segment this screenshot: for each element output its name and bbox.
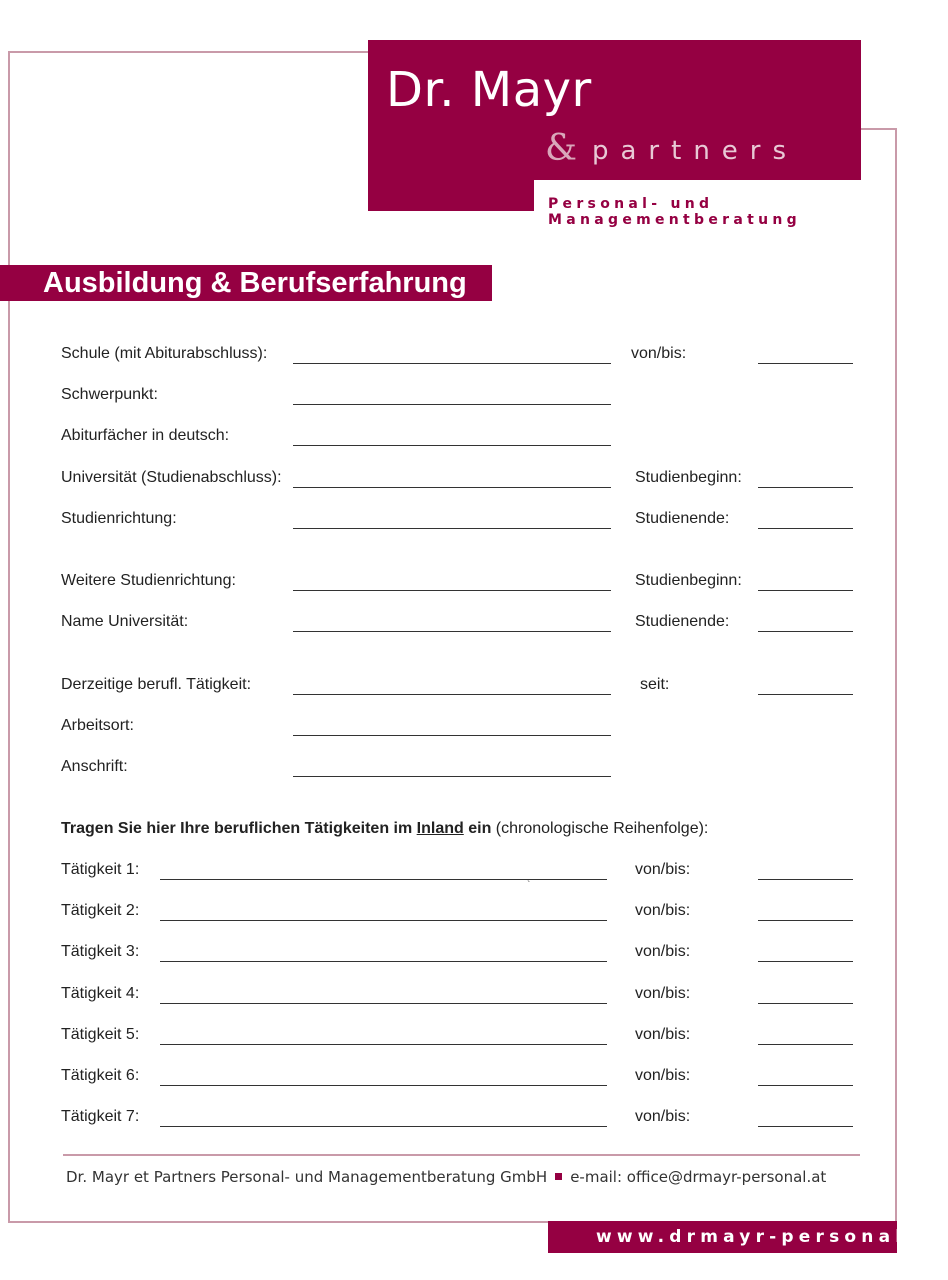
study-start-input-line[interactable] bbox=[758, 487, 853, 488]
page-frame-left bbox=[8, 51, 10, 1223]
form-row-focus bbox=[61, 384, 861, 406]
form-row-address bbox=[61, 756, 861, 778]
form-row-workplace bbox=[61, 715, 861, 737]
logo-ampersand: & bbox=[545, 128, 578, 169]
field-right-label: Studienbeginn: bbox=[635, 572, 742, 589]
activity-row bbox=[61, 983, 861, 1005]
footer-company: Dr. Mayr et Partners Personal- und Managementberatung GmbH bbox=[66, 1168, 548, 1186]
field-label: Derzeitige berufl. Tätigkeit: bbox=[61, 676, 252, 693]
footer-contact bbox=[66, 1168, 826, 1186]
field-right-label: Studienbeginn: bbox=[635, 469, 742, 486]
instruction-normal: (chronologische Reihenfolge): bbox=[495, 820, 709, 837]
activity-row bbox=[61, 859, 861, 881]
field-right-label: Studienende: bbox=[635, 510, 730, 527]
activity-label: Tätigkeit 5: bbox=[61, 1026, 140, 1043]
instruction-bold-end: ein bbox=[468, 820, 492, 837]
field-label: Universität (Studienabschluss): bbox=[61, 469, 282, 486]
logo-partners: partners bbox=[592, 136, 799, 166]
activity-label: Tätigkeit 6: bbox=[61, 1067, 140, 1084]
activity-period-label: von/bis: bbox=[635, 902, 691, 919]
section-title: Ausbildung & Berufserfahrung bbox=[43, 267, 467, 299]
activity-period-input-line[interactable] bbox=[758, 961, 853, 962]
form-row-field-of-study bbox=[61, 508, 861, 530]
activity-period-input-line[interactable] bbox=[758, 1126, 853, 1127]
footer-email[interactable]: e-mail: office@drmayr-personal.at bbox=[570, 1168, 827, 1186]
field-right-label: Studienende: bbox=[635, 613, 730, 630]
activity-row bbox=[61, 1106, 861, 1128]
university-input-line[interactable] bbox=[293, 487, 611, 488]
activity-input-line[interactable] bbox=[160, 961, 607, 962]
field-label: Schule (mit Abiturabschluss): bbox=[61, 345, 268, 362]
instruction-underlined: Inland bbox=[416, 820, 464, 837]
activity-row bbox=[61, 1065, 861, 1087]
form-row-current-job bbox=[61, 674, 861, 696]
activity-period-input-line[interactable] bbox=[758, 920, 853, 921]
activity-input-line[interactable] bbox=[160, 1085, 607, 1086]
activity-input-line[interactable] bbox=[160, 1003, 607, 1004]
activity-period-label: von/bis: bbox=[635, 861, 691, 878]
logo-subtitle: Personal- und Managementberatung bbox=[548, 196, 801, 228]
activity-label: Tätigkeit 3: bbox=[61, 943, 140, 960]
activity-input-line[interactable] bbox=[160, 879, 607, 880]
study-end-input-line[interactable] bbox=[758, 528, 853, 529]
activity-input-line[interactable] bbox=[160, 920, 607, 921]
form-row-school bbox=[61, 343, 861, 365]
abitur-subjects-input-line[interactable] bbox=[293, 445, 611, 446]
field-right-label: seit: bbox=[640, 676, 670, 693]
field-label: Studienrichtung: bbox=[61, 510, 177, 527]
field-label: Arbeitsort: bbox=[61, 717, 134, 734]
activity-label: Tätigkeit 2: bbox=[61, 902, 140, 919]
school-period-input-line[interactable] bbox=[758, 363, 853, 364]
activity-period-input-line[interactable] bbox=[758, 1044, 853, 1045]
activity-row bbox=[61, 1024, 861, 1046]
stray-mark: ` bbox=[527, 880, 531, 891]
website-link[interactable]: www.drmayr-personal.at bbox=[596, 1227, 948, 1247]
activity-input-line[interactable] bbox=[160, 1044, 607, 1045]
form-row-further-study bbox=[61, 570, 861, 592]
school-input-line[interactable] bbox=[293, 363, 611, 364]
university-name-input-line[interactable] bbox=[293, 631, 611, 632]
instruction-bold-start: Tragen Sie hier Ihre beruflichen Tätigkeiten im bbox=[61, 820, 413, 837]
current-job-input-line[interactable] bbox=[293, 694, 611, 695]
activity-row bbox=[61, 900, 861, 922]
activity-period-input-line[interactable] bbox=[758, 1003, 853, 1004]
further-study-start-input-line[interactable] bbox=[758, 590, 853, 591]
activity-period-label: von/bis: bbox=[635, 1108, 691, 1125]
field-label: Anschrift: bbox=[61, 758, 128, 775]
activity-label: Tätigkeit 4: bbox=[61, 985, 140, 1002]
activity-period-input-line[interactable] bbox=[758, 1085, 853, 1086]
field-label: Weitere Studienrichtung: bbox=[61, 572, 236, 589]
further-study-input-line[interactable] bbox=[293, 590, 611, 591]
page-frame-right bbox=[895, 128, 897, 1223]
activity-period-label: von/bis: bbox=[635, 1067, 691, 1084]
form-row-university-name bbox=[61, 611, 861, 633]
field-right-label: von/bis: bbox=[631, 345, 687, 362]
further-study-end-input-line[interactable] bbox=[758, 631, 853, 632]
activity-label: Tätigkeit 7: bbox=[61, 1108, 140, 1125]
workplace-input-line[interactable] bbox=[293, 735, 611, 736]
activity-row bbox=[61, 941, 861, 963]
form-row-university bbox=[61, 467, 861, 489]
activities-instruction bbox=[61, 818, 708, 840]
activity-input-line[interactable] bbox=[160, 1126, 607, 1127]
activity-period-label: von/bis: bbox=[635, 943, 691, 960]
field-label: Abiturfächer in deutsch: bbox=[61, 427, 230, 444]
activity-period-label: von/bis: bbox=[635, 985, 691, 1002]
field-label: Name Universität: bbox=[61, 613, 189, 630]
focus-input-line[interactable] bbox=[293, 404, 611, 405]
page-frame-bottom bbox=[8, 1221, 548, 1223]
activity-period-input-line[interactable] bbox=[758, 879, 853, 880]
square-bullet-icon bbox=[555, 1173, 562, 1180]
form-row-abitur-subjects bbox=[61, 425, 861, 447]
logo-title: Dr. Mayr bbox=[386, 62, 592, 118]
activity-label: Tätigkeit 1: bbox=[61, 861, 140, 878]
current-job-since-input-line[interactable] bbox=[758, 694, 853, 695]
address-input-line[interactable] bbox=[293, 776, 611, 777]
activity-period-label: von/bis: bbox=[635, 1026, 691, 1043]
footer-divider bbox=[63, 1154, 860, 1156]
field-of-study-input-line[interactable] bbox=[293, 528, 611, 529]
field-label: Schwerpunkt: bbox=[61, 386, 158, 403]
